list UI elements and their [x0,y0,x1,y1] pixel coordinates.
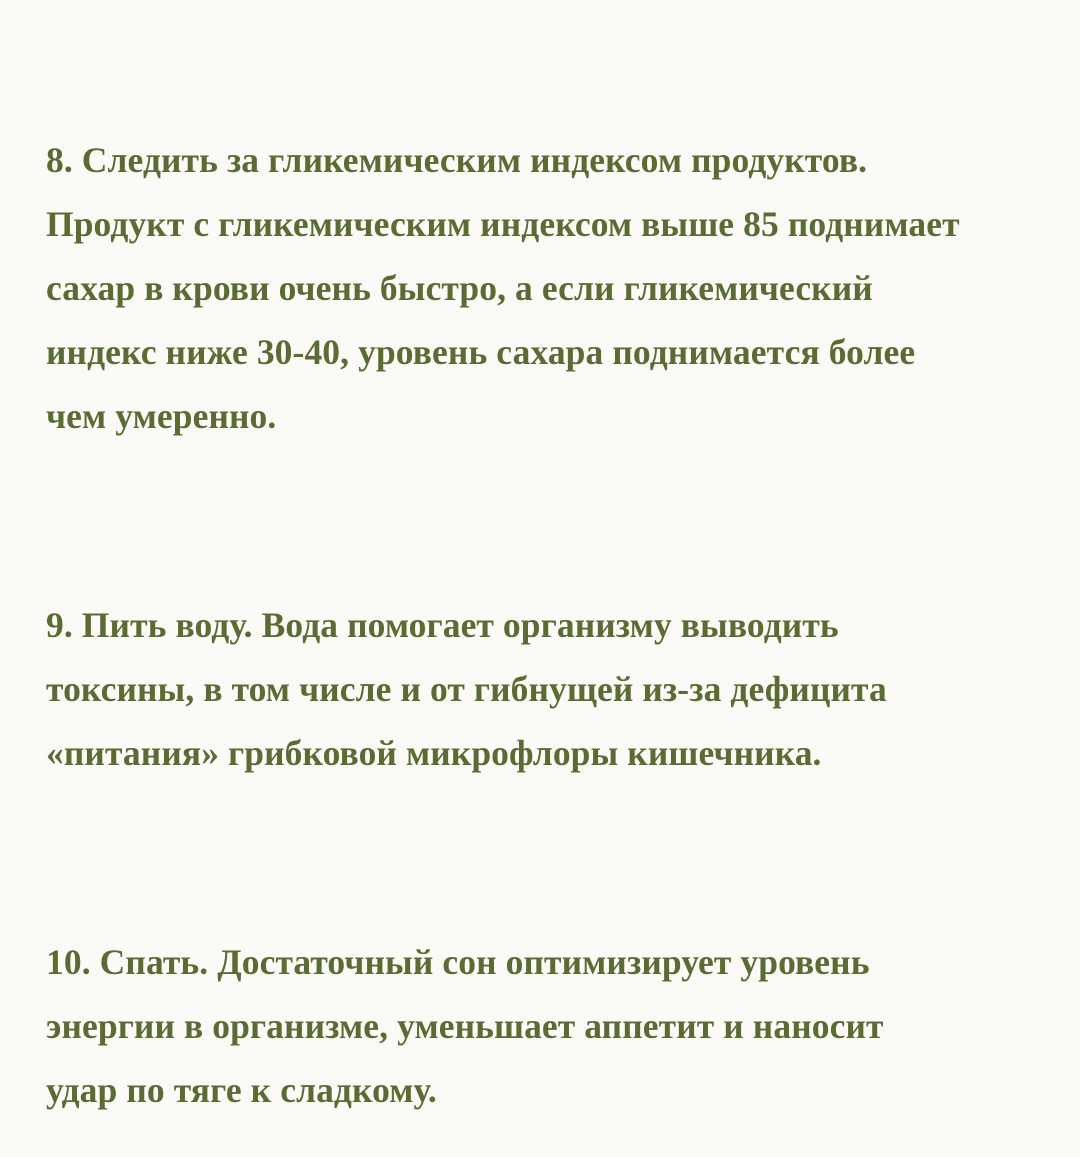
tip-text-10: 10. Спать. Достаточный сон оптимизирует уровень энергии в организме, уменьшает аппетит и наносит удар по тяге к сладкому. [46,941,893,1110]
tip-text-9: 9. Пить воду. Вода помогает организму выводить токсины, в том числе и от гибнущей из-за дефицита «питания» грибковой микрофлоры кишечника. [46,604,896,773]
list-item [46,894,962,1157]
list-item [46,557,962,820]
tips-list [46,92,969,1157]
tip-text-8: 8. Следить за гликемическим индексом продуктов. Продукт с гликемическим индексом выше 85 поднимает сахар в крови очень быстро, а если гликемический индекс ниже 30-40, уровень сахара поднимается более чем умеренно. [46,139,969,436]
list-item [46,92,969,483]
